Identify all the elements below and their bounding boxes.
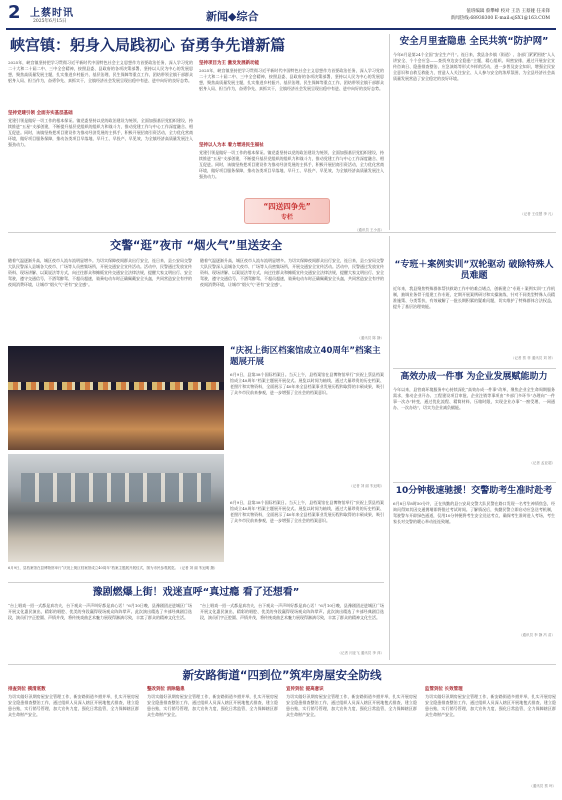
contact-line: 新闻热线:68938300 E-mail:sjSX1@163.COM xyxy=(450,16,550,21)
archives-story xyxy=(230,346,384,496)
banner-title: “四送四争先” xyxy=(263,202,311,211)
section-divider xyxy=(8,232,556,233)
section-divider xyxy=(393,482,556,483)
lead-subhead-2: 坚持项目为王 激发发展新动能 xyxy=(199,61,260,66)
night-market-photo xyxy=(8,346,224,450)
column-banner xyxy=(244,198,330,224)
safety-month-story xyxy=(393,36,555,228)
issue-date: 2025年6月15日 xyxy=(33,19,67,24)
section-divider xyxy=(393,368,556,369)
drama-title: 豫剧燃爆上街！戏迷直呼“真过瘾 看了还想看” xyxy=(92,587,300,598)
banner-subtitle: 专栏 xyxy=(280,214,293,221)
lead-story-body-3: 2025年，峡宫镇坚持把学习贯彻习近平新时代中国特色社会主义思想作为首要政治任务，深入学习党的二十大和二十届二中、三中全会精神，按照县委、县政府的各项决策部署，坚持以人民为中心的发展思想，聚焦高质量发展主题，扎实推进乡村振兴、基层治理、民生保障等重点工作，团结带领全镇干部群众躬身入局、担当作为，奋勇争先、真抓实干，全镇经济社会发展呈现出稳中有进、进中向好的良好态势。 xyxy=(199,68,384,91)
section-divider xyxy=(8,664,556,665)
archives-body: 6月9日，县第38个国际档案日。当天上午，县档案馆在县博物馆举行“庆祝上蔡县档案馆成立40周年”档案主题展开展仪式。展览以时间为轴线，通过大量珍贵的历史档案、老照片和实物资料，全面展示了40年来全县档案事业发展历程和取得的丰硕成果，吸引了众多市民前来参观，进一步增强了全社会的档案意识。 xyxy=(230,372,384,395)
archives-body-cont: 6月9日，县第38个国际档案日。当天上午，县档案馆在县博物馆举行“庆祝上蔡县档案馆成立40周年”档案主题展开展仪式。展览以时间为轴线，通过大量珍贵的历史档案、老照片和实物资料，全面展示了40年来全县档案事业发展历程和取得的丰硕成果，吸引了众多市民前来参观，进一步增强了全社会的档案意识。 xyxy=(230,500,384,523)
traffic-police-story xyxy=(393,486,555,656)
page-header xyxy=(0,0,562,30)
safety-month-credit: （记者 王佳慧 李 凡） xyxy=(520,212,555,216)
housing-safety-title: 新安路街道“四到位”筑牢房屋安全防线 xyxy=(182,668,382,682)
drama-credit: （记者 闫亚飞 通讯员 李 萍） xyxy=(337,651,384,655)
safety-month-title: 安全月里查隐患 全民共筑“防护网” xyxy=(399,36,549,47)
one-thing-title: 高效办成一件事 为企业发展赋能助力 xyxy=(400,372,548,382)
housing-safety-credit: （通讯员 蔡 珂） xyxy=(529,784,556,788)
housing-subhead-4: 监管到位 长效管理 xyxy=(425,687,463,692)
night-market-story xyxy=(8,236,384,342)
lead-story-body: 2025年，峡宫镇坚持把学习贯彻习近平新时代中国特色社会主义思想作为首要政治任务，深入学习党的二十大和二十届二中、三中全会精神，按照县委、县政府的各项决策部署，坚持以人民为中心的发展思想，聚焦高质量发展主题，扎实推进乡村振兴、基层治理、民生保障等重点工作，团结带领全镇干部群众躬身入局、担当作为，奋勇争先、真抓实干，全镇经济社会发展呈现出稳中有进、进中向好的良好态势。 xyxy=(8,60,193,83)
lead-subhead-1: 坚持党建引领 全面夯实基层基础 xyxy=(8,111,73,116)
one-thing-credit: （记者 孟亚超） xyxy=(529,461,555,465)
night-market-body-1: 随着气温逐渐升高，城区夜市人流车流明显增多。为切实保障夜间群众出行安全，连日来，县公安局交警大队民警深入县城各大夜市、广场等人员密集场所，开展交通安全宣传活动。活动中，民警通过发放宣传资料、现场讲解、以案说法等方式，向过往群众和摊贩宣传交通安全法律法规，提醒大家文明出行、安全驾驶，遵守交通信号，不酒驾醉驾、不超员超速，骑乘电动车时正确佩戴安全头盔，共同营造安全有序的夜间消费环境，让城市“烟火气”更有“安全感”。 xyxy=(8,258,192,287)
column-divider xyxy=(389,236,390,660)
lead-subhead-3: 坚持以人为本 着力增进民生福祉 xyxy=(199,143,264,148)
masthead: 上蔡时讯 xyxy=(30,8,74,19)
night-market-body-2: 随着气温逐渐升高，城区夜市人流车流明显增多。为切实保障夜间群众出行安全，连日来，县公安局交警大队民警深入县城各大夜市、广场等人员密集场所，开展交通安全宣传活动。活动中，民警通过发放宣传资料、现场讲解、以案说法等方式，向过往群众和摊贩宣传交通安全法律法规，提醒大家文明出行、安全驾驶，遵守交通信号，不酒驾醉驾、不超员超速，骑乘电动车时正确佩戴安全头盔，共同营造安全有序的夜间消费环境，让城市“烟火气”更有“安全感”。 xyxy=(200,258,384,287)
drama-body-1: “台上唱戏一招一式都是真功夫，台下观众一声声叫好都是真心话！”6月10日晚，县豫剧团走进城区广场开展文化惠民演出，精彩的唱腔、优美的身段赢得现场观众阵阵掌声。此次演出精选了多部经典剧目选段，演员们字正腔圆、声情并茂，将传统戏曲艺术魅力展现得淋漓尽致，丰富了群众的精神文化生活。 xyxy=(8,603,192,620)
one-thing-story xyxy=(393,372,555,480)
housing-subhead-3: 宣传到位 提高意识 xyxy=(286,687,324,692)
lead-story-credit: （通讯员 王小蕊） xyxy=(354,228,384,232)
night-market-credit: （通讯员 陈 静） xyxy=(357,336,384,340)
special-team-body: 近年来，我县聚焦特殊群体帮扶救助工作中的难点堵点，创新建立“专班＋案例实训”工作机制，抽调业务骨干组建工作专班，定期开展案例研讨和实操演练，针对不同类型特殊人员精准施策、分类帮扶，有效破解了一批长期积累的疑难问题，切实维护了特殊群体合法权益，提升了基层治理效能。 xyxy=(393,286,555,309)
one-thing-body: 今年以来，县营商环境服务中心持续深化“高效办成一件事”改革，聚焦企业全生命周期服务需求，推动企业开办、工程建设项目审批、企业注销等事项由“多部门多环节”办理向“一件事一次办”转变，通过优化流程、精简材料、压缩时限，实现企业办事“一窗受理、一网通办、一次办结”，切实为企业减负赋能。 xyxy=(393,387,555,410)
housing-body-3: 为切实做好汛期房屋安全管理工作，新安路街道多措并举，扎实开展房屋安全隐患排查整治工作，通过组织人员深入辖区开展地毯式排查，建立隐患台账，实行销号管理，加大宣传力度，强化日常监管，全力保障辖区群众生命财产安全。 xyxy=(286,694,417,717)
archives-credit: （记者 刘 丽 朱冠明） xyxy=(349,484,384,488)
column-divider xyxy=(389,34,390,230)
traffic-police-body: 6月8日早8时50分许，正在执勤的县公安局交警大队民警在路口发现一名考生神情焦急，经询问得知其因交通拥堵即将错过考试时间。了解情况后，执勤民警立即启动应急送考机制，驾驶警车开辟绿色通道，仅用10分钟便将考生安全送达考点，确保考生准时进入考场，考生家长对交警的暖心举动连连致谢。 xyxy=(393,501,555,524)
special-team-title: “专班＋案例实训”双轮驱动 破除特殊人员难题 xyxy=(394,260,554,281)
housing-subhead-2: 整改到位 消除隐患 xyxy=(147,687,185,692)
safety-month-body: 今年6月是第24个全国“安全生产月”。连日来，我县各乡镇（街道）、各部门紧紧围绕“人人讲安全、个个会应急——查找身边安全隐患”主题，精心组织、周密安排，通过开展安全宣传咨询日、隐患排查整治、应急演练等形式多样的活动，进一步普及安全知识，增强全民安全意识和自救互救能力，营造人人关注安全、人人参与安全的浓厚氛围，为全县经济社会高质量发展营造了安全稳定的良好环境。 xyxy=(393,52,555,81)
archives-exhibition-photo xyxy=(8,454,224,562)
lead-story-body-2: 党建引领是做好一切工作的根本保证。镇党委坚持以党的政治建设为统领，全面加强基层党组织建设，持续推进“五星”支部创建，不断提升基层党组织的组织力和战斗力，推动党建工作与中心工作深度融合、相互促进。同时，该镇坚持把项目建设作为推动经济发展的主抓手，积极开展招商引资活动，全力优化营商环境，做好项目服务保障，推动各类项目早落地、早开工、早投产、早见效，为全镇经济高质量发展注入强劲动力。 xyxy=(8,118,193,147)
lead-story-title: 峡宫镇：躬身入局践初心 奋勇争先谱新篇 xyxy=(10,36,286,54)
night-market-title: 交警“逛”夜市 “烟火气”里送安全 xyxy=(109,238,283,252)
page-number: 2 xyxy=(8,2,21,23)
editor-info xyxy=(451,8,550,22)
archives-photo-caption: 6月9日，县档案馆在县博物馆举行“庆祝上街区档案馆成立40周年”档案主题展开展仪式，图为市民参观展览。（记者 刘 丽 朱冠明 摄） xyxy=(8,566,218,570)
archives-title: “庆祝上街区档案馆成立40周年”档案主题展开展 xyxy=(230,346,381,367)
housing-body-2: 为切实做好汛期房屋安全管理工作，新安路街道多措并举，扎实开展房屋安全隐患排查整治工作，通过组织人员深入辖区开展地毯式排查，建立隐患台账，实行销号管理，加大宣传力度，强化日常监管，全力保障辖区群众生命财产安全。 xyxy=(147,694,278,717)
special-team-credit: （记者 蔡 菲 通讯员 刘 婷） xyxy=(510,356,555,360)
drama-body-2: “台上唱戏一招一式都是真功夫，台下观众一声声叫好都是真心话！”6月10日晚，县豫剧团走进城区广场开展文化惠民演出，精彩的唱腔、优美的身段赢得现场观众阵阵掌声。此次演出精选了多部经典剧目选段，演员们字正腔圆、声情并茂，将传统戏曲艺术魅力展现得淋漓尽致，丰富了群众的精神文化生活。 xyxy=(200,603,384,620)
housing-subhead-1: 排查到位 摸清底数 xyxy=(8,687,46,692)
drama-story xyxy=(8,586,384,662)
section-title: 新闻◆综合 xyxy=(206,10,259,23)
section-divider xyxy=(8,582,384,583)
traffic-police-title: 10分钟极速驰援！交警助考生准时赴考 xyxy=(395,486,553,496)
housing-safety-story xyxy=(8,668,556,796)
lead-story-body-4: 党建引领是做好一切工作的根本保证。镇党委坚持以党的政治建设为统领，全面加强基层党组织建设，持续推进“五星”支部创建，不断提升基层党组织的组织力和战斗力，推动党建工作与中心工作深度融合、相互促进。同时，该镇坚持把项目建设作为推动经济发展的主抓手，积极开展招商引资活动，全力优化营商环境，做好项目服务保障，推动各类项目早落地、早开工、早投产、早见效，为全镇经济高质量发展注入强劲动力。 xyxy=(199,150,384,179)
traffic-police-credit: （通讯员 李 静 冯 苗） xyxy=(519,633,555,637)
special-team-story xyxy=(393,260,555,366)
housing-body-4: 为切实做好汛期房屋安全管理工作，新安路街道多措并举，扎实开展房屋安全隐患排查整治工作，通过组织人员深入辖区开展地毯式排查，建立隐患台账，实行销号管理，加大宣传力度，强化日常监管，全力保障辖区群众生命财产安全。 xyxy=(425,694,556,717)
header-rule xyxy=(6,28,556,30)
housing-body-1: 为切实做好汛期房屋安全管理工作，新安路街道多措并举，扎实开展房屋安全隐患排查整治工作，通过组织人员深入辖区开展地毯式排查，建立隐患台账，实行销号管理，加大宣传力度，强化日常监管，全力保障辖区群众生命财产安全。 xyxy=(8,694,139,717)
editor-names: 值班编辑 蔡攀峰 校对 王浩 王蔡娅 任来锋 xyxy=(466,9,550,14)
